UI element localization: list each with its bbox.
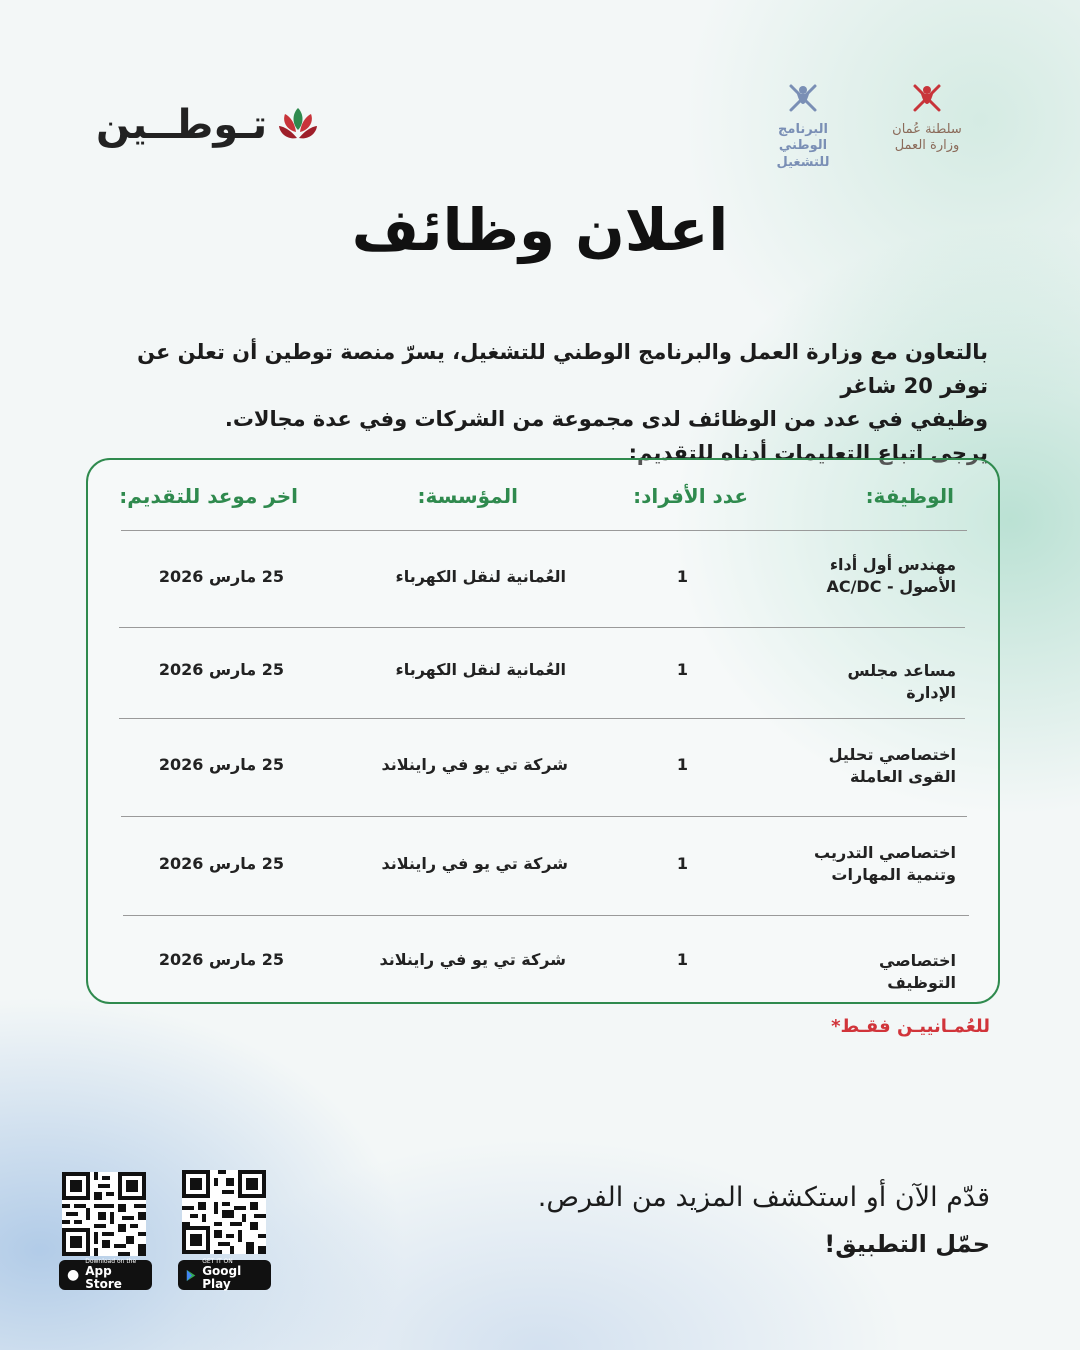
row-3-org: شركة تي يو في راينلاند [381, 755, 568, 774]
government-logos [755, 80, 975, 171]
app-store-badge[interactable] [59, 1257, 152, 1291]
header-deadline: اخر موعد للتقديم: [119, 484, 298, 508]
header-org: المؤسسة: [417, 484, 518, 508]
apple-icon: ● [67, 1267, 80, 1283]
gplay-small-text: GET IT ON [202, 1257, 233, 1265]
table-divider [123, 915, 969, 916]
table-divider [121, 530, 967, 531]
row-3-job: اختصاصي تحليل القوى العاملة [828, 745, 956, 786]
google-play-icon [186, 1269, 196, 1282]
nep-logo [755, 80, 851, 171]
row-2-org: العُمانية لنقل الكهرباء [395, 660, 566, 679]
row-2-count: 1 [676, 660, 688, 679]
header-job: الوظيفة: [865, 484, 954, 508]
table-divider [119, 627, 965, 628]
row-5-job: اختصاصي التوظيف [879, 951, 956, 992]
brand-name: تـوطــين [96, 102, 268, 148]
row-4-deadline: 25 مارس 2026 [158, 854, 284, 873]
row-5-count: 1 [676, 950, 688, 969]
row-1-org: العُمانية لنقل الكهرباء [395, 567, 566, 586]
intro-text [88, 336, 988, 470]
download-app-text: حمّل التطبيق! [824, 1230, 990, 1258]
nep-caption-1: البرنامج الوطني [778, 122, 828, 154]
row-1-count: 1 [676, 567, 688, 586]
jobs-table [86, 458, 1000, 1004]
omanis-only-note: للعُمـانييـن فقـط* [831, 1016, 990, 1037]
appstore-big-text: App Store [85, 1263, 122, 1291]
table-divider [121, 816, 967, 817]
google-play-qr-code[interactable] [182, 1170, 266, 1258]
table-divider [119, 718, 965, 719]
tawteen-logo [96, 102, 321, 148]
row-5-deadline: 25 مارس 2026 [158, 950, 284, 969]
row-3-deadline: 25 مارس 2026 [158, 755, 284, 774]
khanjar-emblem-icon [783, 80, 823, 120]
row-2-deadline: 25 مارس 2026 [158, 660, 284, 679]
intro-line-1: بالتعاون مع وزارة العمل والبرنامج الوطني للتشغيل، يسرّ منصة توطين أن تعلن عن توفر 20 شاغر [137, 340, 988, 398]
row-4-count: 1 [676, 854, 688, 873]
tawteen-leaf-icon [275, 104, 321, 146]
row-4-job: اختصاصي التدريب وتنمية المهارات [814, 843, 956, 884]
row-1-job: مهندس أول أداء الأصول - AC/DC [826, 555, 956, 596]
gplay-big-text: Googl Play [202, 1263, 242, 1291]
cta-text: قدّم الآن أو استكشف المزيد من الفرص. [537, 1182, 990, 1213]
ministry-of-labour-logo [879, 80, 975, 155]
mol-caption-2: وزارة العمل [894, 138, 960, 154]
row-3-count: 1 [676, 755, 688, 774]
appstore-qr-code[interactable] [62, 1172, 146, 1260]
oman-emblem-icon [907, 80, 947, 120]
row-4-org: شركة تي يو في راينلاند [381, 854, 568, 873]
header-count: عدد الأفراد: [633, 484, 748, 508]
mol-caption-1: سلطنة عُمان [892, 122, 962, 137]
google-play-badge[interactable] [178, 1257, 271, 1291]
row-5-org: شركة تي يو في راينلاند [379, 950, 566, 969]
intro-line-3: يرجى اتباع التعليمات أدناه للتقديم: [628, 440, 988, 465]
nep-caption-2: للتشغيل [776, 154, 830, 170]
intro-line-2: وظيفي في عدد من الوظائف لدى مجموعة من الشركات وفي عدة مجالات. [224, 407, 988, 432]
appstore-small-text: Download on the [85, 1257, 137, 1265]
page-title: اعلان وظائف [351, 196, 729, 264]
row-1-deadline: 25 مارس 2026 [158, 567, 284, 586]
qr-code-icon [62, 1172, 146, 1256]
row-2-job: مساعد مجلس الإدارة [847, 661, 956, 702]
qr-code-icon [182, 1170, 266, 1254]
